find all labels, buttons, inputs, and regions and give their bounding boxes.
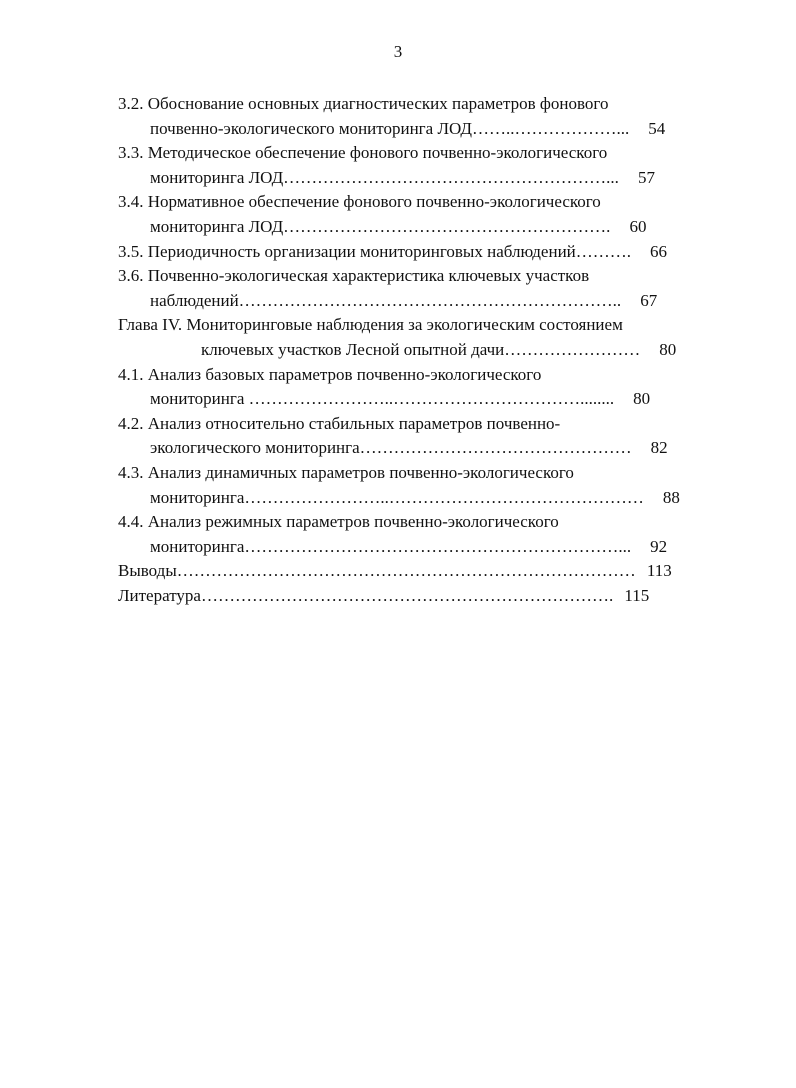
- toc-page-number: 57: [637, 167, 655, 187]
- toc-entry-single-line: [118, 584, 728, 609]
- toc-entry: [118, 461, 728, 510]
- toc-entry-text: Выводы………………………………………………………………………: [118, 561, 636, 581]
- toc-entry-text: наблюдений…………………………………………………………..: [150, 290, 622, 310]
- toc-entry: [118, 264, 728, 313]
- toc-page-number: 66: [650, 241, 668, 261]
- toc-entry-conclusions: [118, 559, 728, 584]
- toc-entry: [118, 240, 728, 265]
- toc-entry-title: 4.1. Анализ базовых параметров почвенно-экологического: [118, 364, 542, 384]
- toc-entry-text: мониторинга……………………..………………………………………: [150, 487, 644, 507]
- toc-entry-text: мониторинга ЛОД…………………………………………………...: [150, 167, 619, 187]
- toc-entry-continuation: [118, 117, 728, 142]
- toc-page-number: 67: [640, 290, 658, 310]
- toc-entry-continuation: [118, 436, 728, 461]
- toc-entry: [118, 363, 728, 412]
- toc-entry-continuation: [118, 166, 728, 191]
- toc-entry: [118, 141, 728, 190]
- toc-entry-text: экологического мониторинга…………………………………………: [150, 438, 632, 458]
- toc-entry-title: 3.3. Методическое обеспечение фонового почвенно-экологического: [118, 143, 608, 163]
- toc-entry-continuation: [118, 387, 728, 412]
- toc-page-number: 113: [646, 561, 672, 581]
- toc-page-number: 60: [629, 216, 647, 236]
- toc-page-number: 80: [633, 389, 651, 409]
- toc-chapter-entry: [118, 313, 728, 362]
- toc-entry: [118, 412, 728, 461]
- toc-page-number: 115: [624, 585, 650, 605]
- toc-entry-text: 3.5. Периодичность организации мониторинговых наблюдений……….: [118, 241, 632, 261]
- toc-entry: [118, 190, 728, 239]
- toc-page-number: 92: [650, 536, 668, 556]
- toc-entry: [118, 92, 728, 141]
- toc-entry-references: [118, 584, 728, 609]
- toc-page-number: 80: [659, 339, 677, 359]
- toc-entry-title: 3.2. Обоснование основных диагностических параметров фонового: [118, 94, 609, 113]
- toc-entry-text: мониторинга ……………………..……………………………........: [150, 389, 615, 409]
- toc-chapter-title: Глава IV. Мониторинговые наблюдения за экологическим состоянием: [118, 315, 623, 335]
- toc-page-number: 88: [662, 487, 680, 507]
- toc-entry-text: мониторинга ЛОД………………………………………………….: [150, 216, 611, 236]
- toc-entry-continuation: [118, 289, 728, 314]
- table-of-contents: [118, 92, 728, 608]
- toc-entry-single-line: [118, 240, 728, 265]
- toc-entry-title: 3.4. Нормативное обеспечение фонового почвенно-экологического: [118, 192, 601, 212]
- toc-entry-title: 4.4. Анализ режимных параметров почвенно-экологического: [118, 512, 559, 532]
- toc-entry-title: 3.6. Почвенно-экологическая характеристика ключевых участков: [118, 266, 590, 286]
- toc-entry-title: 4.2. Анализ относительно стабильных параметров почвенно-: [118, 413, 561, 433]
- toc-entry: [118, 510, 728, 559]
- toc-page-number: 82: [650, 438, 668, 458]
- toc-entry-text: Литература……………………………………………………………….: [118, 585, 614, 605]
- toc-entry-continuation: [118, 486, 728, 511]
- page-number: 3: [393, 42, 403, 61]
- toc-entry-text: ключевых участков Лесной опытной дачи……………………: [201, 339, 641, 359]
- toc-entry-continuation: [118, 215, 728, 240]
- toc-entry-continuation: [118, 535, 728, 560]
- toc-entry-title: 4.3. Анализ динамичных параметров почвенно-экологического: [118, 462, 574, 482]
- toc-entry-text: мониторинга…………………………………………………………...: [150, 536, 632, 556]
- toc-page-number: 54: [648, 118, 666, 138]
- toc-entry-continuation: [118, 338, 728, 363]
- toc-entry-single-line: [118, 559, 728, 584]
- toc-entry-text: почвенно-экологического мониторинга ЛОД……..………………...: [150, 118, 630, 138]
